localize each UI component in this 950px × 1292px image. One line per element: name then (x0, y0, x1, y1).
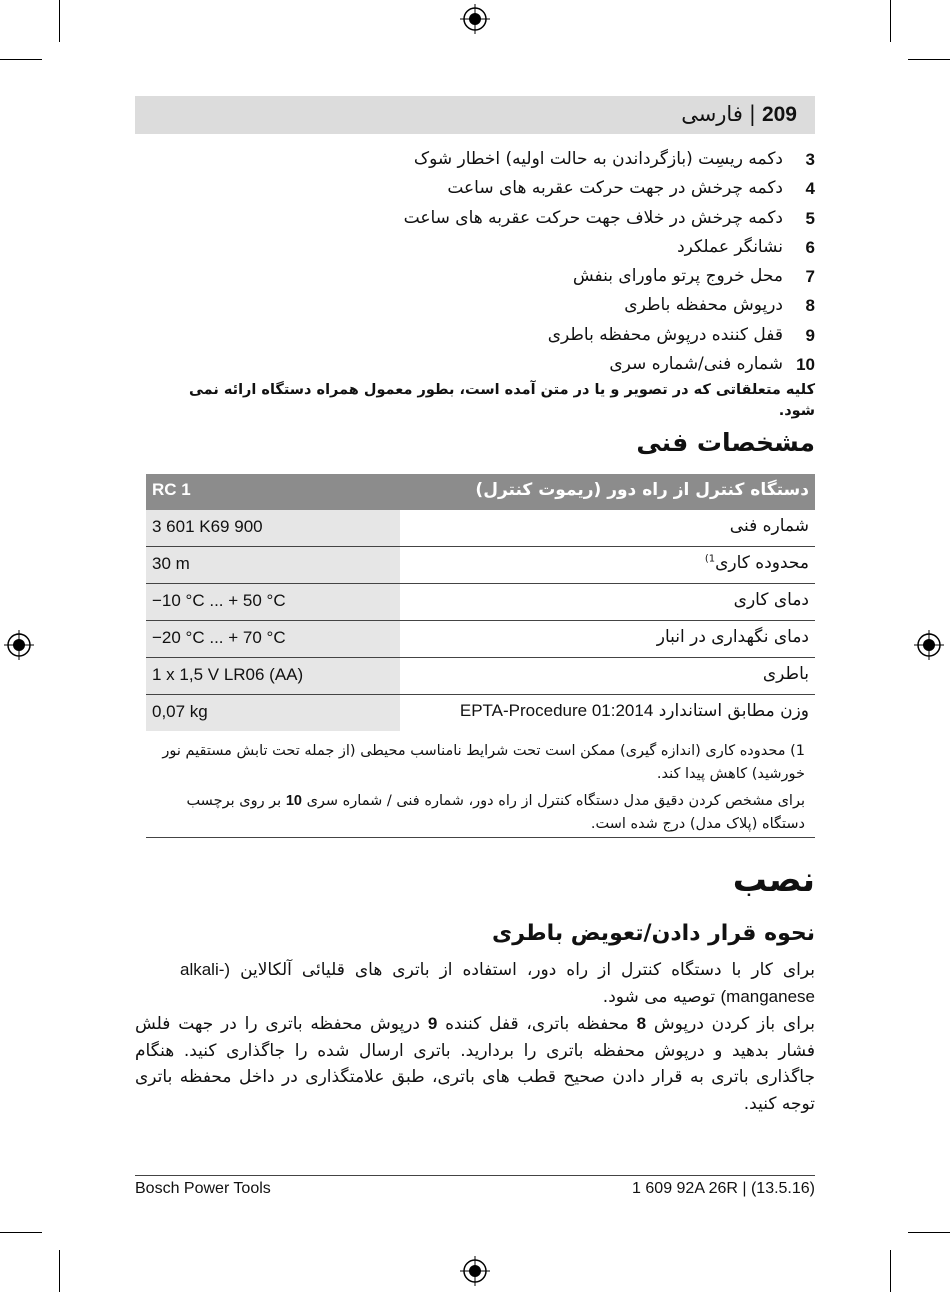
list-text: قفل کننده درپوش محفظه باطری (547, 324, 783, 345)
list-item (135, 146, 815, 175)
crop-mark (0, 59, 42, 60)
header-language: فارسی (681, 102, 743, 126)
subheading-battery: نحوه قرار دادن/تعویض باطری (492, 921, 815, 946)
list-item (135, 175, 815, 204)
list-text: دکمه چرخش در خلاف جهت حرکت عقربه های ساعت (403, 207, 783, 228)
list-number: 10 (796, 355, 815, 375)
table-value: −10 °C ... + 50 °C (152, 591, 286, 610)
crop-mark (59, 0, 60, 42)
footnote-2-text: برای مشخص کردن دقیق مدل دستگاه کنترل از راه دور، شماره فنی / شماره سری (306, 793, 805, 809)
paragraph-text: درپوش محفظه باتری را در جهت فلش فشار بدهید و درپوش محفظه باتری را بردارید. باتری ارسال شده را جاگذاری کنید. هنگام جاگذاری باتری به قرار دادن صحیح قطب های باتری، طبق علامتگذاری در داخل محفظه باتری توجه کنید. (135, 1014, 815, 1114)
table-label-standard: EPTA-Procedure 01:2014 (459, 701, 654, 720)
table-header-model: RC 1 (152, 480, 191, 499)
table-value: 1 x 1,5 V LR06 (AA) (152, 665, 304, 684)
list-item (135, 234, 815, 263)
footer-brand: Bosch Power Tools (135, 1180, 271, 1197)
list-number: 8 (805, 296, 815, 316)
list-text: درپوش محفظه باطری (624, 295, 783, 316)
table-label (657, 627, 809, 647)
footnote-1: 1) محدوده کاری (اندازه گیری) ممکن است تحت شرایط نامناسب محیطی (از جمله تحت تابش مستقیم نور خورشید) کاهش پیدا کند. (162, 743, 805, 782)
list-number: 5 (805, 208, 815, 228)
table-header-product: دستگاه کنترل از راه دور (ریموت کنترل) (475, 480, 809, 500)
battery-paragraph-1 (180, 957, 815, 1010)
table-label-text: دمای کاری (733, 590, 809, 610)
crop-mark (890, 0, 891, 42)
crop-mark (0, 1232, 42, 1233)
registration-mark-icon (914, 630, 944, 660)
table-label-text: شماره فنی (729, 516, 809, 536)
table-row (146, 658, 815, 695)
table-row (146, 584, 815, 621)
table-label-text: باطری (762, 664, 809, 684)
crop-mark (59, 1250, 60, 1292)
table-row (146, 695, 815, 731)
table-label-text: دمای نگهداری در انبار (656, 627, 809, 647)
footnote-2-text-end: بر روی برچسب دستگاه (پلاک مدل) درج شده است. (186, 793, 805, 832)
header-text (681, 102, 797, 127)
battery-paragraph-2 (135, 1011, 815, 1117)
list-item (135, 322, 815, 351)
list-item (135, 351, 815, 380)
table-value: 30 m (152, 554, 190, 573)
table-value: −20 °C ... + 70 °C (152, 628, 286, 647)
footnote-2-number: 10 (285, 793, 302, 809)
table-label (730, 516, 809, 536)
list-item (135, 263, 815, 292)
list-text: شماره فنی/شماره سری (609, 354, 783, 375)
table-header (146, 474, 815, 510)
list-number: 9 (805, 325, 815, 345)
table-label-text: محدوده کاری (715, 553, 809, 573)
list-number: 4 (805, 179, 815, 199)
table-row (146, 547, 815, 584)
list-text: نشانگر عملکرد (677, 236, 783, 257)
table-label (734, 590, 809, 610)
footer-doc-number: 1 609 92A 26R | (13.5.16) (632, 1180, 815, 1197)
list-number: 7 (805, 267, 815, 287)
crop-mark (908, 1232, 950, 1233)
paragraph-text: محفظه باتری، قفل کننده (445, 1014, 629, 1034)
paragraph-text: توصیه می شود. (602, 986, 716, 1007)
table-label (460, 701, 809, 721)
table-value: 3 601 K69 900 (152, 517, 263, 536)
registration-mark-icon (4, 630, 34, 660)
list-number: 3 (805, 150, 815, 169)
paragraph-text: برای باز کردن درپوش (653, 1014, 816, 1034)
paragraph-ref-number: 8 (636, 1014, 647, 1033)
table-value: 0,07 kg (152, 702, 208, 721)
component-list (135, 146, 815, 380)
page-header (135, 96, 815, 134)
crop-mark (908, 59, 950, 60)
list-item (135, 205, 815, 234)
footer-rule (135, 1175, 815, 1176)
table-label (705, 553, 809, 573)
registration-mark-icon (460, 1256, 490, 1286)
list-text: دکمه چرخش در جهت حرکت عقربه های ساعت (447, 178, 783, 199)
accessories-note: کلیه متعلقاتی که در تصویر و یا در متن آمده است، بطور معمول همراه دستگاه ارائه نمی شود. (188, 382, 815, 419)
list-text: دکمه ریسِت (بازگرداندن به حالت اولیه) اخطار شوک (413, 149, 783, 169)
page-number: 209 (761, 103, 797, 126)
technical-data-table (146, 474, 815, 731)
footnote-reference: 1) (704, 553, 716, 565)
paragraph-ref-number: 9 (427, 1014, 438, 1033)
table-label (763, 664, 809, 684)
list-item (135, 292, 815, 321)
list-number: 6 (805, 237, 815, 257)
footnote-2 (150, 790, 805, 836)
paragraph-english-term: (alkali-manganese) (180, 960, 815, 1006)
table-label-text: وزن مطابق استاندارد (658, 701, 809, 721)
section-heading-installation: نصب (732, 860, 815, 900)
list-text: محل خروج پرتو ماورای بنفش (572, 266, 783, 287)
paragraph-text: برای کار با دستگاه کنترل از راه دور، استفاده از باتری های قلیائی آلکالاین (240, 960, 815, 980)
registration-mark-icon (460, 4, 490, 34)
table-row (146, 621, 815, 658)
section-heading-technical-data: مشخصات فنی (636, 428, 815, 457)
header-separator: | (748, 102, 756, 126)
table-row (146, 510, 815, 547)
table-bottom-rule (146, 837, 815, 838)
crop-mark (890, 1250, 891, 1292)
